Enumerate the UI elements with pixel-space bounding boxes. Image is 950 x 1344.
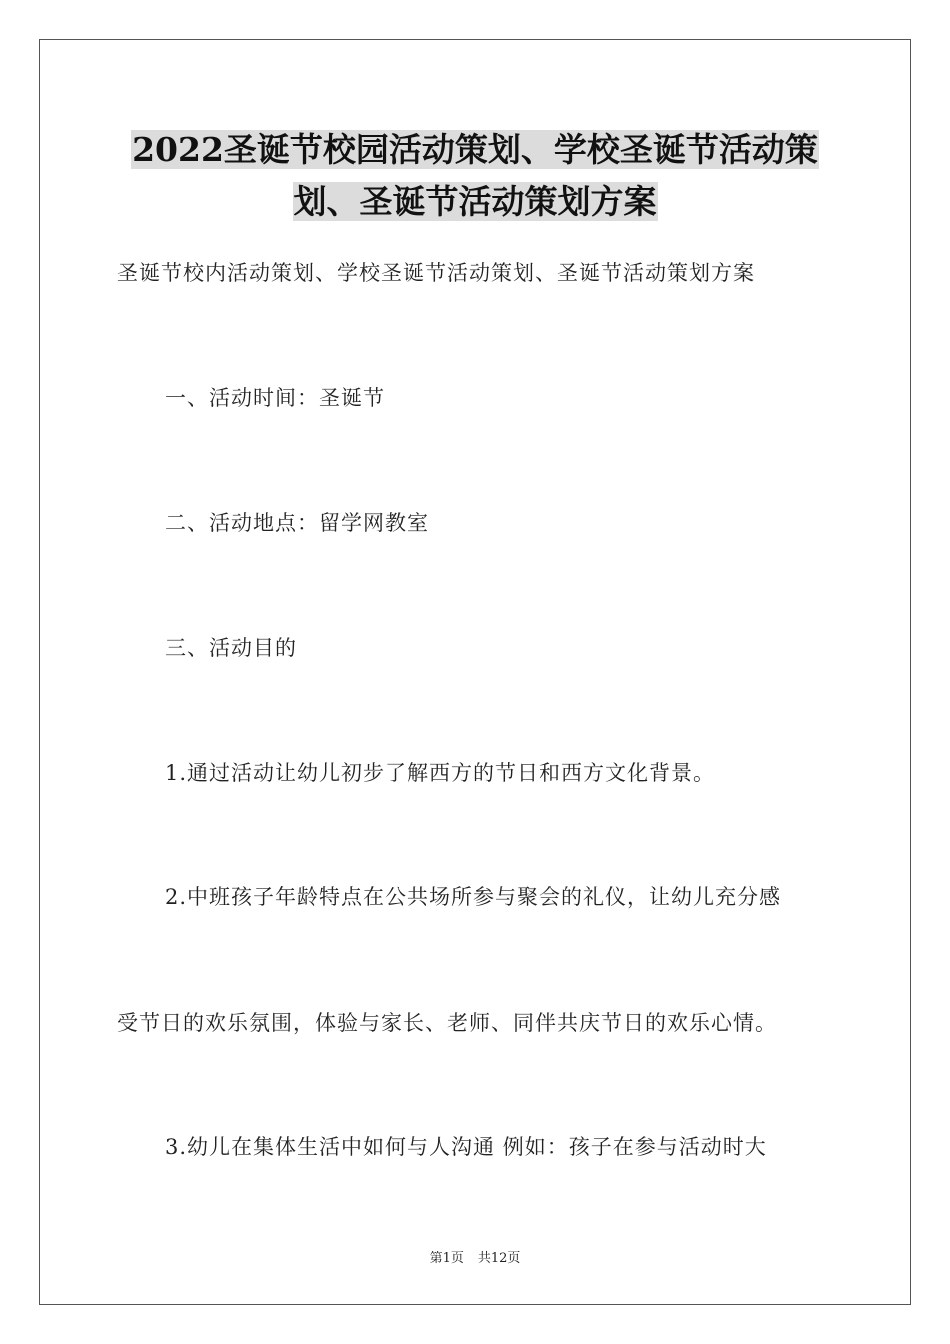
title-line-1: 2022圣诞节校园活动策划、学校圣诞节活动策: [132, 130, 818, 169]
paragraph-purpose-3: 3.幼儿在集体生活中如何与人沟通 例如：孩子在参与活动时大: [165, 1135, 767, 1159]
paragraph-subtitle: 圣诞节校内活动策划、学校圣诞节活动策划、圣诞节活动策划方案: [117, 261, 755, 285]
paragraph-purpose-2-cont: 受节日的欢乐氛围，体验与家长、老师、同伴共庆节日的欢乐心情。: [117, 1011, 777, 1035]
paragraph-activity-purpose: 三、活动目的: [165, 636, 297, 660]
document-title: [0, 124, 950, 228]
paragraph-activity-time: 一、活动时间：圣诞节: [165, 386, 385, 410]
page-total: 共12页: [477, 1251, 521, 1266]
paragraph-purpose-2: 2.中班孩子年龄特点在公共场所参与聚会的礼仪，让幼儿充分感: [165, 885, 782, 909]
paragraph-purpose-1: 1.通过活动让幼儿初步了解西方的节日和西方文化背景。: [165, 761, 716, 785]
page-footer: [0, 1247, 950, 1266]
page-number: 第1页: [429, 1251, 464, 1266]
title-line-2: 划、圣诞节活动策划方案: [293, 182, 657, 221]
page-frame: [39, 39, 911, 1305]
paragraph-activity-location: 二、活动地点：留学网教室: [165, 511, 429, 535]
